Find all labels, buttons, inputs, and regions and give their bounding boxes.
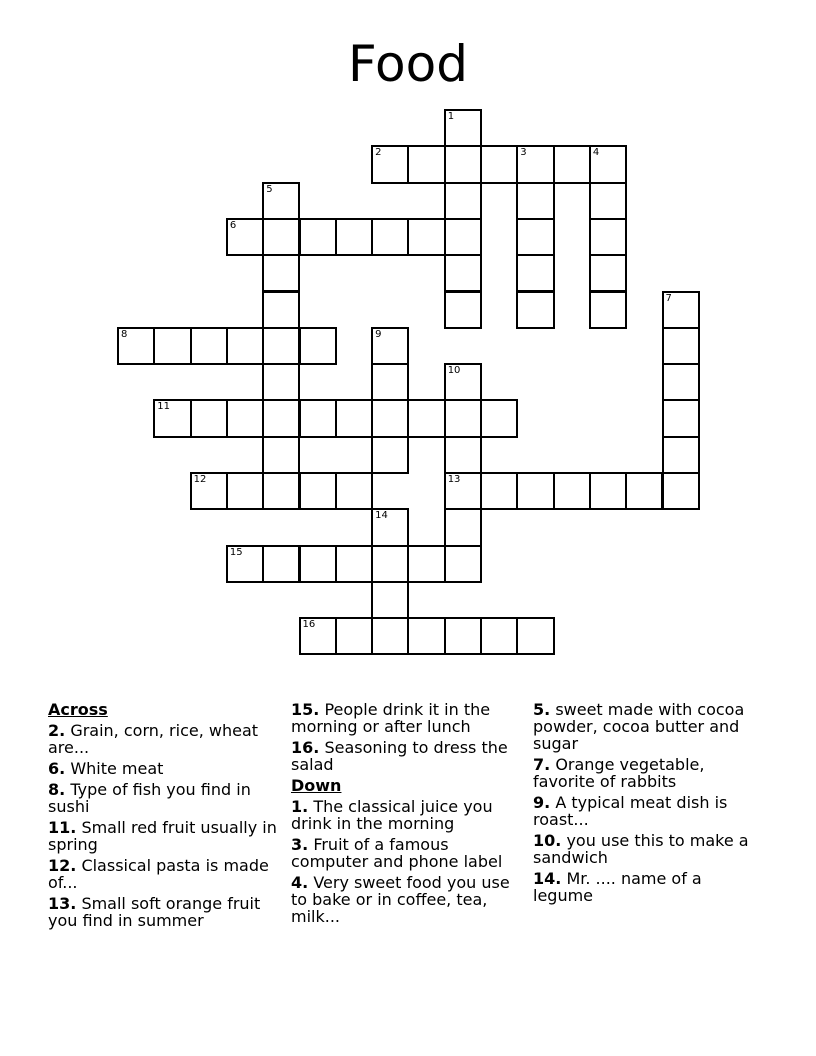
across-header: Across xyxy=(48,700,108,719)
grid-cell[interactable] xyxy=(589,182,627,220)
grid-cell[interactable] xyxy=(516,617,554,655)
clues-column-3 xyxy=(533,701,765,908)
down-header: Down xyxy=(291,776,342,795)
grid-cell[interactable] xyxy=(407,617,445,655)
grid-cell[interactable] xyxy=(480,145,518,183)
grid-cell[interactable] xyxy=(226,399,264,437)
grid-cell[interactable] xyxy=(444,399,482,437)
grid-cell[interactable] xyxy=(190,399,228,437)
clue-number: 10 xyxy=(447,365,461,377)
grid-cell[interactable] xyxy=(371,399,409,437)
clue-number: 3 xyxy=(520,147,527,159)
grid-cell[interactable] xyxy=(662,327,700,365)
puzzle-title: Food xyxy=(348,35,468,93)
grid-cell[interactable] xyxy=(589,291,627,329)
clue-down-14: 14. Mr. .... name of a legume xyxy=(533,869,702,905)
clue-number: 15 xyxy=(229,546,243,558)
grid-cell[interactable] xyxy=(262,218,300,256)
grid-cell[interactable] xyxy=(117,327,155,365)
grid-cell[interactable] xyxy=(662,472,700,510)
grid-cell[interactable] xyxy=(371,363,409,401)
grid-cell[interactable] xyxy=(299,472,337,510)
clue-number: 6 xyxy=(229,219,237,231)
clue-across-16: 16. Seasoning to dress the salad xyxy=(291,738,508,774)
grid-cell[interactable] xyxy=(444,436,482,474)
grid-cell[interactable] xyxy=(407,218,445,256)
grid-cell[interactable] xyxy=(153,399,191,437)
grid-cell[interactable] xyxy=(444,182,482,220)
clue-across-12: 12. Classical pasta is made of... xyxy=(48,856,269,892)
clue-down-9: 9. A typical meat dish is roast... xyxy=(533,793,728,829)
clue-across-8: 8. Type of fish you find in sushi xyxy=(48,780,251,816)
grid-cell[interactable] xyxy=(226,327,264,365)
grid-cell[interactable] xyxy=(262,291,300,329)
grid-cell[interactable] xyxy=(662,291,700,329)
grid-cell[interactable] xyxy=(153,327,191,365)
clue-down-5: 5. sweet made with cocoa powder, cocoa butter and sugar xyxy=(533,700,745,753)
grid-cell[interactable] xyxy=(371,508,409,546)
clue-number: 16 xyxy=(302,619,316,631)
grid-cell[interactable] xyxy=(480,472,518,510)
clue-number: 9 xyxy=(375,328,382,340)
grid-cell[interactable] xyxy=(444,472,482,510)
grid-cell[interactable] xyxy=(262,545,300,583)
grid-cell[interactable] xyxy=(335,472,373,510)
grid-cell[interactable] xyxy=(299,617,337,655)
clue-number: 12 xyxy=(193,474,207,485)
grid-cell[interactable] xyxy=(299,399,337,437)
grid-cell[interactable] xyxy=(516,182,554,220)
grid-cell[interactable] xyxy=(553,472,591,510)
grid-cell[interactable] xyxy=(444,218,482,256)
grid-cell[interactable] xyxy=(516,472,554,510)
clue-across-13: 13. Small soft orange fruit you find in summer xyxy=(48,894,261,930)
grid-cell[interactable] xyxy=(444,291,482,329)
grid-cell[interactable] xyxy=(299,327,337,365)
grid-cell[interactable] xyxy=(190,327,228,365)
clue-number: 11 xyxy=(157,401,171,413)
clue-down-10: 10. you use this to make a sandwich xyxy=(533,831,749,867)
grid-cell[interactable] xyxy=(226,218,264,256)
grid-cell[interactable] xyxy=(371,545,409,583)
grid-cell[interactable] xyxy=(516,291,554,329)
grid-cell[interactable] xyxy=(335,399,373,437)
grid-cell[interactable] xyxy=(662,399,700,437)
clue-down-3: 3. Fruit of a famous computer and phone label xyxy=(291,835,503,871)
clue-across-11: 11. Small red fruit usually in spring xyxy=(48,818,277,854)
grid-cell[interactable] xyxy=(444,363,482,401)
clue-across-6: 6. White meat xyxy=(48,759,164,778)
clue-down-1: 1. The classical juice you drink in the morning xyxy=(291,797,493,833)
grid-cell[interactable] xyxy=(262,436,300,474)
clue-down-7: 7. Orange vegetable, favorite of rabbits xyxy=(533,755,705,791)
grid-cell[interactable] xyxy=(335,218,373,256)
grid-cell[interactable] xyxy=(589,472,627,510)
grid-cell[interactable] xyxy=(262,327,300,365)
grid-cell[interactable] xyxy=(335,545,373,583)
grid-cell[interactable] xyxy=(589,254,627,292)
grid-cell[interactable] xyxy=(371,581,409,619)
clue-number: 13 xyxy=(447,474,461,485)
grid-cell[interactable] xyxy=(516,218,554,256)
grid-cell[interactable] xyxy=(262,399,300,437)
grid-cell[interactable] xyxy=(190,472,228,510)
clue-number: 5 xyxy=(266,183,273,195)
grid-cell[interactable] xyxy=(335,617,373,655)
grid-cell[interactable] xyxy=(226,472,264,510)
grid-cell[interactable] xyxy=(589,145,627,183)
grid-cell[interactable] xyxy=(371,145,409,183)
clues-column-2 xyxy=(291,701,523,929)
grid-cell[interactable] xyxy=(407,545,445,583)
grid-cell[interactable] xyxy=(480,617,518,655)
grid-cell[interactable] xyxy=(444,145,482,183)
clue-number: 2 xyxy=(375,147,382,159)
grid-cell[interactable] xyxy=(262,472,300,510)
grid-cell[interactable] xyxy=(444,254,482,292)
grid-cell[interactable] xyxy=(662,363,700,401)
clue-number: 4 xyxy=(592,147,600,159)
grid-cell[interactable] xyxy=(553,145,591,183)
grid-cell[interactable] xyxy=(625,472,663,510)
grid-cell[interactable] xyxy=(516,254,554,292)
grid-cell[interactable] xyxy=(299,218,337,256)
clue-number: 14 xyxy=(375,510,388,522)
grid-cell[interactable] xyxy=(589,218,627,256)
grid-cell[interactable] xyxy=(299,545,337,583)
clue-across-2: 2. Grain, corn, rice, wheat are... xyxy=(48,721,259,757)
grid-cell[interactable] xyxy=(371,218,409,256)
grid-cell[interactable] xyxy=(516,145,554,183)
grid-cell[interactable] xyxy=(371,617,409,655)
grid-cell[interactable] xyxy=(407,399,445,437)
clues-column-1 xyxy=(48,701,280,933)
grid-cell[interactable] xyxy=(444,617,482,655)
grid-cell[interactable] xyxy=(226,545,264,583)
grid-cell[interactable] xyxy=(371,327,409,365)
grid-cell[interactable] xyxy=(444,109,482,147)
clue-number: 7 xyxy=(665,292,672,304)
grid-cell[interactable] xyxy=(444,545,482,583)
clue-across-15: 15. People drink it in the morning or after lunch xyxy=(291,700,491,736)
clue-down-4: 4. Very sweet food you use to bake or in coffee, tea, milk... xyxy=(291,873,510,926)
clue-number: 8 xyxy=(121,328,128,340)
grid-cell[interactable] xyxy=(407,145,445,183)
clue-number: 1 xyxy=(447,111,455,122)
grid-cell[interactable] xyxy=(444,508,482,546)
grid-cell[interactable] xyxy=(371,436,409,474)
grid-cell[interactable] xyxy=(262,363,300,401)
grid-cell[interactable] xyxy=(262,254,300,292)
grid-cell[interactable] xyxy=(480,399,518,437)
grid-cell[interactable] xyxy=(662,436,700,474)
grid-cell[interactable] xyxy=(262,182,300,220)
